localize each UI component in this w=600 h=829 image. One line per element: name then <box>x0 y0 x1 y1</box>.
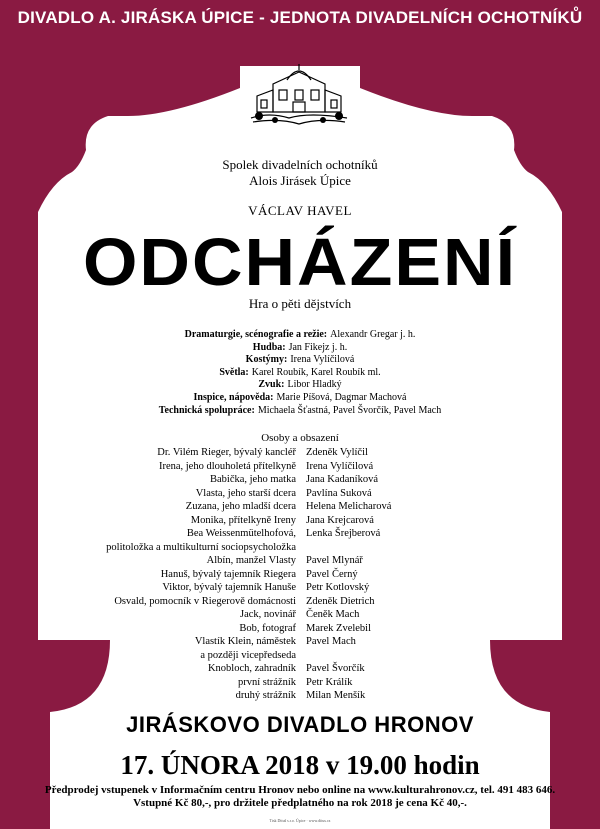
cast-actor: Pavel Mlynář <box>306 555 363 566</box>
cast-row <box>0 460 600 474</box>
cast-actor: Milan Menšík <box>306 690 366 701</box>
cast-row <box>0 649 600 663</box>
cast-row <box>0 581 600 595</box>
cast-actor: Lenka Šrejberová <box>306 528 381 539</box>
cast-row <box>0 527 600 541</box>
venue: JIRÁSKOVO DIVADLO HRONOV <box>126 712 474 737</box>
credit-row <box>0 354 600 367</box>
cast-character: Bea Weissenmütelhofová, <box>186 528 296 539</box>
credit-name: Alexandr Gregar j. h. <box>330 329 416 340</box>
credit-name: Libor Hladký <box>287 379 342 391</box>
cast-row <box>0 568 600 582</box>
cast-character: první strážník <box>237 676 296 688</box>
credit-role: Zvuk: <box>258 379 285 391</box>
cast-character: Vlastík Klein, náměstek <box>194 636 296 647</box>
cast-character: Vlasta, jeho starší dcera <box>195 487 296 499</box>
society-line: Spolek divadelních ochotníků <box>222 157 378 172</box>
cast-character: Zuzana, jeho mladší dcera <box>185 501 296 512</box>
credit-role: Dramaturgie, scénografie a režie: <box>184 329 328 340</box>
society-line: Alois Jirásek Úpice <box>249 173 351 188</box>
performance-date: 17. ÚNORA 2018 v 19.00 hodin <box>120 750 480 780</box>
credits-list <box>0 329 600 417</box>
cast-actor: Pavel Švorčík <box>306 663 365 674</box>
cast-row <box>0 500 600 514</box>
credit-role: Kostýmy: <box>245 354 288 366</box>
cast-row <box>0 554 600 568</box>
cast-row <box>0 662 600 676</box>
cast-row <box>0 635 600 649</box>
credit-name: Irena Vylíčilová <box>290 354 355 366</box>
cast-character: Viktor, bývalý tajemník Hanuše <box>162 582 296 593</box>
play-subtitle: Hra o pěti dějstvích <box>248 296 352 311</box>
credit-role: Světla: <box>219 366 249 378</box>
printer-note: Tisk Dituš s.r.o. Úpice · www.ditus.cz <box>269 818 331 823</box>
cast-character: Osvald, pomocník v Riegerově domácnosti <box>114 595 296 607</box>
cast-list <box>0 446 600 703</box>
credit-row <box>0 367 600 380</box>
cast-character: Knobloch, zahradník <box>207 663 296 674</box>
cast-actor: Helena Melicharová <box>306 501 392 512</box>
cast-row <box>0 622 600 636</box>
cast-character: Irena, jeho dlouholetá přítelkyně <box>158 460 296 472</box>
cast-character: Monika, přítelkyně Ireny <box>190 514 296 526</box>
credit-row <box>0 392 600 405</box>
cast-actor: Irena Vylíčilová <box>306 460 374 472</box>
play-title: ODCHÁZENÍ <box>82 224 518 300</box>
theatre-building-icon <box>249 60 349 132</box>
cast-character: Babička, jeho matka <box>209 474 296 485</box>
ticket-info <box>0 784 600 810</box>
credit-name: Marie Píšová, Dagmar Machová <box>276 391 407 403</box>
cast-actor: Jana Kadaníková <box>306 474 379 485</box>
cast-character: Bob, fotograf <box>239 622 296 634</box>
cast-actor: Pavlína Suková <box>306 487 372 499</box>
cast-actor: Marek Zvelebil <box>306 622 372 634</box>
credit-name: Karel Roubík, Karel Roubík ml. <box>251 366 381 378</box>
credit-row <box>0 379 600 392</box>
cast-character: Dr. Vilém Rieger, bývalý kancléř <box>157 447 296 458</box>
cast-character: druhý strážník <box>235 690 296 701</box>
cast-row <box>0 541 600 555</box>
cast-actor: Pavel Mach <box>306 636 356 647</box>
cast-row <box>0 487 600 501</box>
cast-character: a později vicepředseda <box>200 649 296 661</box>
top-banner: DIVADLO A. JIRÁSKA ÚPICE - JEDNOTA DIVADELNÍCH OCHOTNÍKŮ <box>17 8 583 27</box>
credit-role: Inspice, nápověda: <box>193 391 274 403</box>
cast-character: Hanuš, bývalý tajemník Riegera <box>160 568 296 580</box>
cast-character: Jack, novinář <box>240 609 296 620</box>
cast-actor: Zdeněk Vylíčil <box>306 447 368 458</box>
cast-character: Albín, manžel Vlasty <box>206 555 296 566</box>
society-block <box>0 157 600 189</box>
cast-actor: Čeněk Mach <box>306 609 360 620</box>
cast-actor <box>306 649 600 663</box>
cast-row <box>0 514 600 528</box>
ticket-info-line: Předprodej vstupenek v Informačním centru Hronov nebo online na www.kulturahronov.cz, tel. 491 483 646. <box>44 784 556 796</box>
credit-name: Michaela Šťastná, Pavel Švorčík, Pavel Mach <box>257 404 442 416</box>
credit-role: Technická spolupráce: <box>158 404 255 416</box>
cast-row <box>0 689 600 703</box>
credit-row <box>0 342 600 355</box>
cast-actor: Petr Kotlovský <box>306 582 370 593</box>
cast-row <box>0 595 600 609</box>
cast-actor <box>306 541 600 555</box>
cast-character: politoložka a multikulturní sociopsycholožka <box>106 541 296 553</box>
credit-row <box>0 405 600 418</box>
author: VÁCLAV HAVEL <box>248 203 352 218</box>
cast-actor: Pavel Černý <box>306 568 358 580</box>
ticket-info-line: Vstupné Kč 80,-, pro držitele předplatného na rok 2018 je cena Kč 40,-. <box>133 797 467 809</box>
cast-row <box>0 608 600 622</box>
cast-row <box>0 473 600 487</box>
credit-name: Jan Fikejz j. h. <box>288 341 348 353</box>
cast-row <box>0 446 600 460</box>
cast-actor: Zdeněk Dietrich <box>306 595 375 607</box>
cast-header: Osoby a obsazení <box>261 432 339 444</box>
cast-row <box>0 676 600 690</box>
credit-role: Hudba: <box>252 341 286 353</box>
credit-row <box>0 329 600 342</box>
cast-actor: Petr Králík <box>306 676 353 688</box>
cast-actor: Jana Krejcarová <box>306 514 374 526</box>
